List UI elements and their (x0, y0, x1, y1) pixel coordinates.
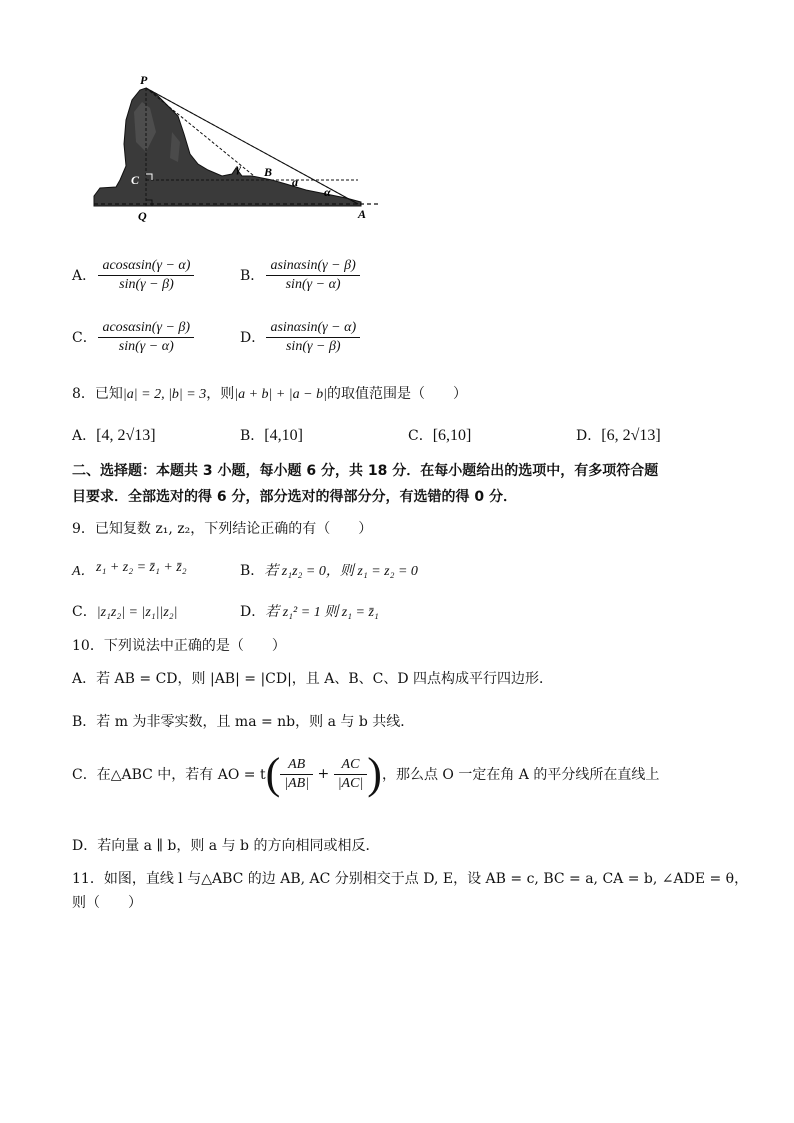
section-2-line1: 二、选择题：本题共 3 小题，每小题 6 分，共 18 分．在每小题给出的选项中，有多项符合题 (72, 463, 659, 479)
q7-d-numerator: asinαsin(γ − α) (266, 320, 360, 338)
q10-stem: 10．下列说法中正确的是（ ） (72, 638, 286, 654)
label-Q: Q (138, 209, 147, 223)
q7-a-denominator: sin(γ − β) (119, 277, 174, 292)
q8-option-b[interactable]: B．[4,10] (240, 427, 303, 444)
q7-a-numerator: acosαsin(γ − α) (98, 258, 194, 276)
q10-option-b[interactable]: B．若 m 为非零实数，且 ma = nb，则 a 与 b 共线． (72, 714, 415, 730)
label-a: a (292, 175, 298, 189)
q7-b-numerator: asinαsin(γ − β) (266, 258, 359, 276)
q9-stem: 9．已知复数 z₁, z₂，下列结论正确的有（ ） (72, 521, 373, 537)
q9-option-d[interactable]: D．若 z₁² = 1 则 z₁ = z̄₁ (240, 604, 379, 620)
label-B: B (264, 165, 273, 179)
q7-c-denominator: sin(γ − α) (118, 339, 174, 354)
q10-c-frac2-num: AC (334, 757, 368, 775)
q8-option-a[interactable]: A．[4, 2√13] (72, 427, 156, 444)
q7-option-b[interactable]: B． $\frac{asin\alpha\sin(\gamma - \beta)}{\sin(\gamma - \alpha)}$ (240, 258, 360, 293)
q10-option-a[interactable]: A．若 AB = CD，则 |AB| = |CD|，且 A、B、C、D 四点构成平行四边形． (72, 671, 554, 687)
label-A: A (358, 207, 367, 221)
q7-option-c[interactable]: C． $\frac{acos\alpha\sin(\gamma - \beta)}{\sin(\gamma - \alpha)}$ (72, 320, 194, 355)
q7-option-a[interactable]: A． $\frac{acos\alpha\sin(\gamma - \alpha)}{\sin(\gamma - \beta)}$ (72, 258, 194, 293)
q9-option-c[interactable]: C．|z₁z₂| = |z₁||z₂| (72, 604, 178, 620)
q8-stem: 8．已知|a| = 2, |b| = 3，则|a + b| + |a − b|的取值范围是（ ） (72, 386, 467, 402)
q8-expr: |a + b| + |a − b| (234, 387, 327, 402)
q8-option-c[interactable]: C．[6,10] (408, 427, 472, 444)
q8-option-d[interactable]: D．[6, 2√13] (576, 427, 661, 444)
label-alpha: α (324, 185, 331, 199)
section-2-line2: 目要求．全部选对的得 6 分，部分选对的得部分分，有选错的得 0 分． (72, 489, 517, 505)
mountain-figure (86, 72, 396, 224)
q10-c-frac1-den: |AB| (284, 775, 310, 791)
label-gamma: γ (236, 161, 241, 175)
q7-d-denominator: sin(γ − β) (285, 339, 341, 354)
q11-stem-line2: 则（ ） (72, 895, 142, 911)
q10-c-frac1-num: AB (280, 757, 313, 775)
q7-option-d[interactable]: D． $\frac{asin\alpha\sin(\gamma - \alpha)}{\sin(\gamma - \beta)}$ (240, 320, 360, 355)
q9-option-a-text: z₁ + z₂ = z̄₁ + z̄₂ (96, 560, 187, 575)
label-P: P (140, 73, 148, 87)
q11-stem-line1: 11．如图，直线 l 与△ABC 的边 AB, AC 分别相交于点 D, E，设 AB = c, BC = a, CA = b, ∠ADE = θ， (72, 871, 749, 887)
q10-c-frac2-den: |AC| (337, 775, 364, 791)
q10-option-c[interactable]: C．在△ABC 中，若有 AO = t( $\frac{AB}{|AB|}$ + $\frac{AC}{|AC|}$ )，那么点 O 一定在角 A 的平分线所在直线上 (72, 749, 660, 798)
q8-given: |a| = 2, |b| = 3 (122, 387, 207, 402)
q9-option-b[interactable]: B．若 z₁z₂ = 0，则 z₁ = z₂ = 0 (240, 563, 418, 579)
q10-option-d[interactable]: D．若向量 a ∥ b，则 a 与 b 的方向相同或相反． (72, 838, 380, 854)
mountain-silhouette (94, 88, 361, 206)
q7-c-numerator: acosαsin(γ − β) (98, 320, 194, 338)
label-C: C (131, 173, 140, 187)
q9-option-a[interactable]: A． (72, 564, 95, 579)
q7-b-denominator: sin(γ − α) (285, 277, 341, 292)
